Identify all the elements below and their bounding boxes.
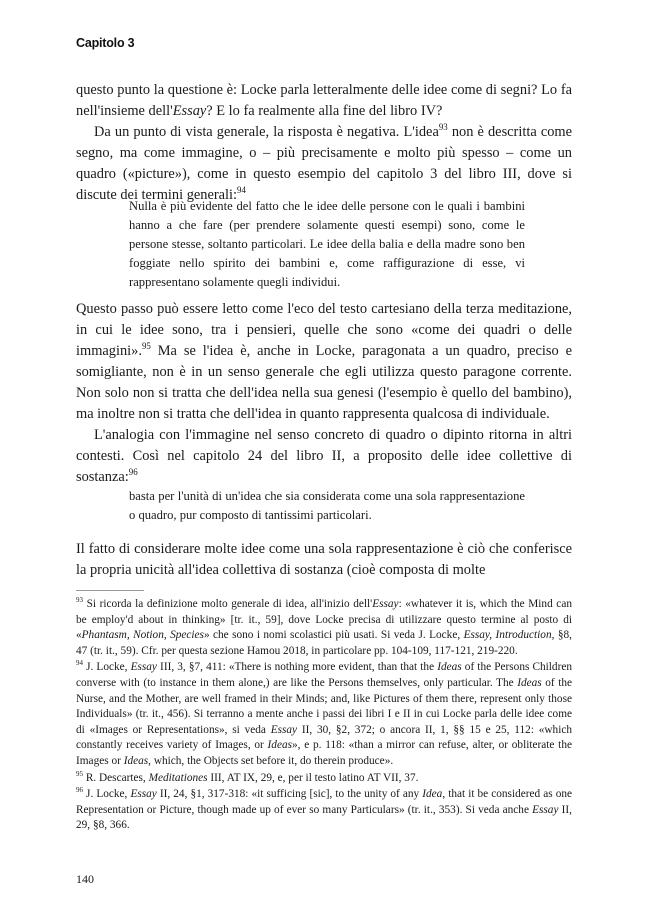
body-text-middle <box>76 299 572 488</box>
body-text-bottom <box>76 539 572 581</box>
block-quote-1: Nulla è più evidente del fatto che le idee delle persone con le quali i bambini hanno a che fare (per prendere solamente questi esempi) sono, come le persone stesse, soltanto particolari. Le idee della balia e della madre sono ben foggiate nello spirito dei bambini e, come raffigurazione di esse, vi rappresentano solamente quegli individui. <box>129 199 525 289</box>
paragraph-3: Questo passo può essere letto come l'eco del testo cartesiano della terza meditazione, in cui le idee sono, tra i pensieri, quelle che sono «come dei quadri o delle immagini».$^{95}$ Ma se l'idea è, anche in Locke, paragonata a un quadro, preciso e somigliante, non è in un senso generale che egli utilizza questo paragone corrente. Non solo non si tratta che dell'idea nella sua genesi (l'esempio è quello del bambino), ma inoltre non si tratta che dell'idea in quanto rappresenta qualcosa di individuale. <box>76 301 572 422</box>
paragraph-5: Il fatto di considerare molte idee come una sola rappresentazione è ciò che conferisce la propria unicità all'idea collettiva di sostanza (cioè composta di molte <box>76 541 572 578</box>
running-header: Capitolo 3 <box>76 36 135 50</box>
footnote-separator <box>76 590 144 591</box>
block-quote-2: basta per l'unità di un'idea che sia considerata come una sola rappresentazione o quadro, pur composto di tantissimi particolari. <box>129 489 525 522</box>
footnote-95: $^{95}$ R. Descartes, Meditationes III, AT IX, 29, e, per il testo latino AT VII, 37. <box>76 769 419 784</box>
footnotes <box>76 597 572 835</box>
footnote-96: $^{96}$ J. Locke, Essay II, 24, §1, 317-318: «it sufficing [sic], to the unity of any Idea, that it be considered as one Representation or Picture, though made up of ever so many Particulars» (tr. it., 353). Si veda anche Essay II, 29, §8, 366. <box>76 786 573 832</box>
page-number: 140 <box>76 872 94 886</box>
paragraph-1: questo punto la questione è: Locke parla letteralmente delle idee come di segni? Lo fa nell'insieme dell'Essay? E lo fa realmente alla fine del libro IV? <box>76 82 572 119</box>
paragraph-2: Da un punto di vista generale, la risposta è negativa. L'idea$^{93}$ non è descritta come segno, ma come immagine, o – più precisamente e molto più spesso – come un quadro («picture»), come in questo esempio del capitolo 3 del libro III, dove si discute dei termini generali:$^{94}$ <box>76 122 572 203</box>
paragraph-4: L'analogia con l'immagine nel senso concreto di quadro o dipinto ritorna in altri contesti. Così nel capitolo 24 del libro II, a proposito delle idee collettive di sostanza:$^{96}$ <box>76 427 572 485</box>
footnote-94: $^{94}$ J. Locke, Essay III, 3, §7, 411: «There is nothing more evident, than that the Ideas of the Persons Children converse with (to instance in them alone,) are like the Persons themselves, only particular. The Ideas of the Nurse, and the Mother, are well framed in their Minds; and, like Pictures of them there, represent only those Individuals» (tr. it., 456). Si terranno a mente anche i passi dei libri I e II in cui Locke parla delle idee come di «Images or Representations», si veda Essay II, 30, §2, 372; o ancora II, 1, §§ 15 e 25, 112: «which constantly receives variety of Images, or Ideas», e p. 118: «than a mirror can refuse, alter, or obliterate the Images or Ideas, which, the Objects set before it, do therein produce». <box>76 659 573 767</box>
footnote-93: $^{93}$ Si ricorda la definizione molto generale di idea, all'inizio dell'Essay: «whatever it is, which the Mind can be employ'd about in thinking» [tr. it., 59], dove Locke precisa di utilizzare questo termine al posto di «Phantasm, Notion, Species» che sono i nomi scolastici più usati. Si veda J. Locke, Essay, Introduction, §8, 47 (tr. it., 59). Cfr. per questa sezione Hamou 2018, in particolare pp. 104-109, 117-121, 219-220. <box>76 596 572 657</box>
body-text-top <box>76 80 572 206</box>
